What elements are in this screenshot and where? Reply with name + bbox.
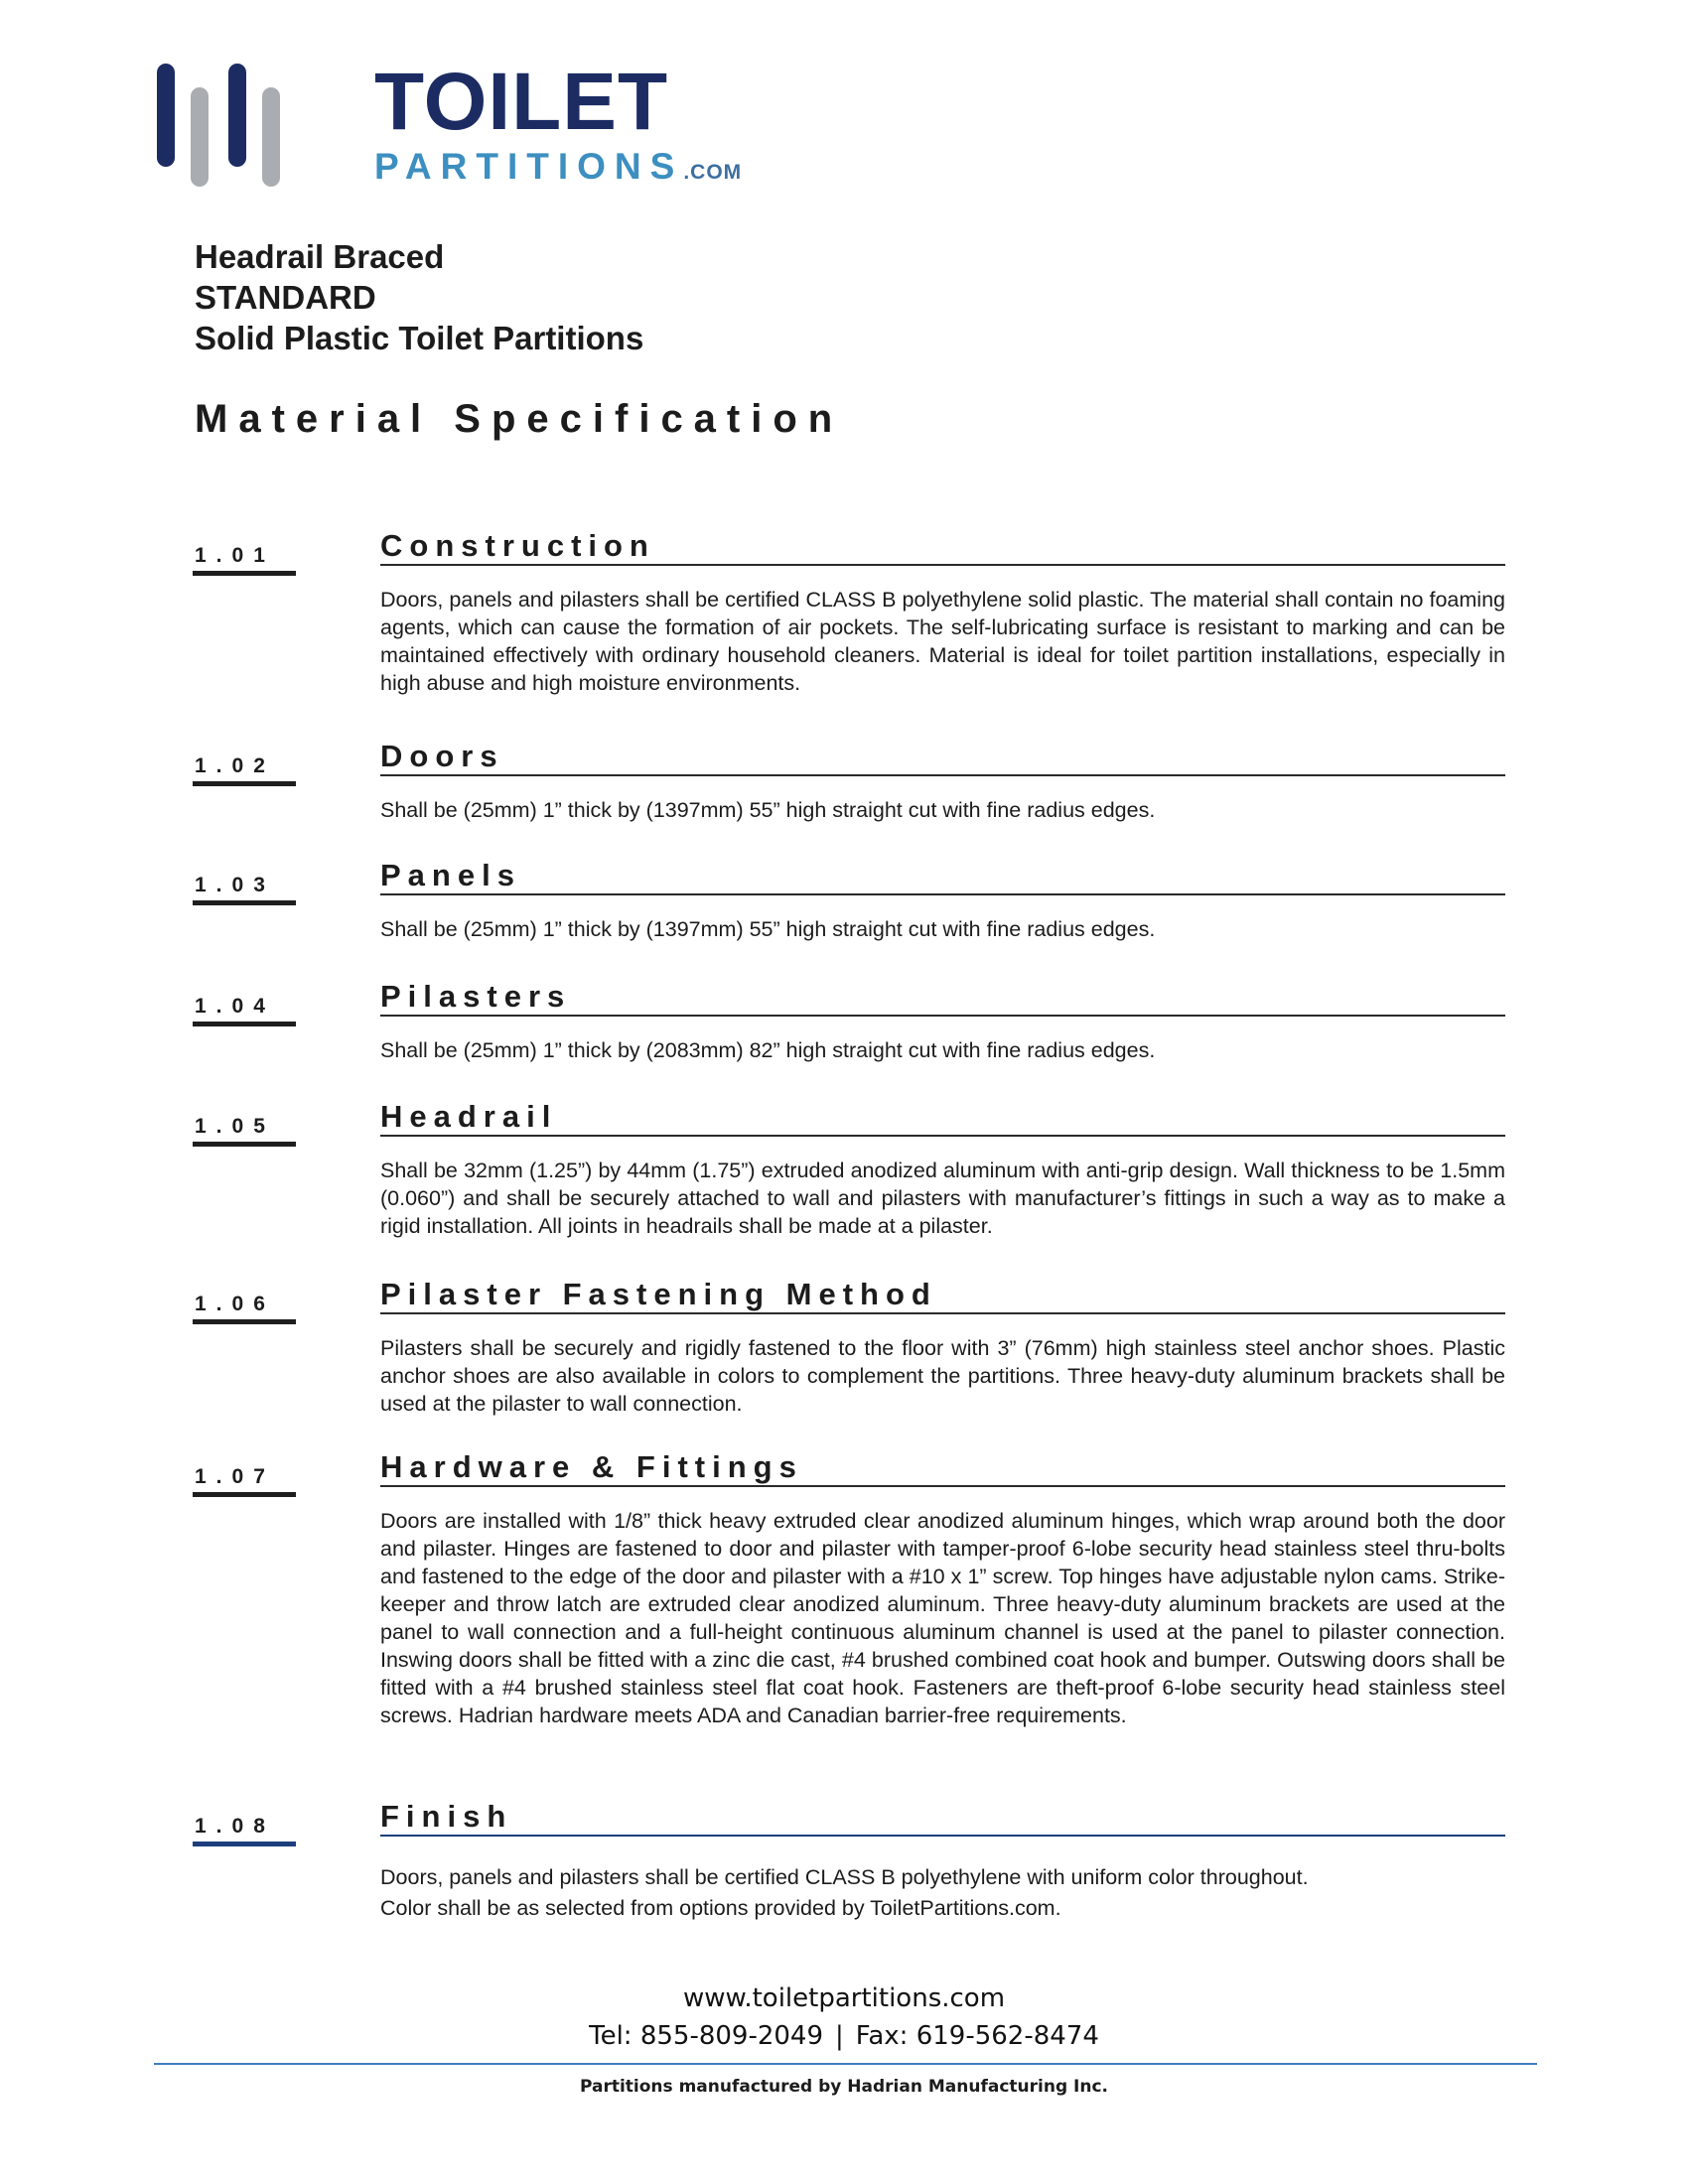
footer-website-link[interactable]: www.toiletpartitions.com bbox=[682, 1983, 1006, 2013]
section-rule bbox=[380, 893, 1505, 895]
section-title: Pilaster Fastening Method bbox=[380, 1277, 937, 1311]
footer-telephone: Tel: 855-809-2049 bbox=[589, 2021, 824, 2051]
section-title: Headrail bbox=[380, 1099, 558, 1134]
section-title: Finish bbox=[380, 1799, 513, 1834]
section-body: Shall be (25mm) 1” thick by (1397mm) 55” high straight cut with fine radius edges. bbox=[380, 798, 1156, 822]
section-number-underline bbox=[193, 1842, 296, 1846]
section-title: Panels bbox=[380, 858, 521, 892]
section-body-line-1: Doors, panels and pilasters shall be certified CLASS B polyethylene with uniform color throughout. bbox=[380, 1865, 1309, 1889]
section-body bbox=[380, 1862, 1505, 1924]
heading-line-1: Headrail Braced bbox=[195, 238, 445, 275]
section-rule bbox=[380, 1312, 1505, 1314]
logo-wordmark-partitions: PARTITIONS.COM bbox=[374, 146, 743, 187]
section-number: 1.03 bbox=[195, 874, 275, 896]
footer-rule bbox=[154, 2063, 1537, 2065]
footer-manufacturer-note: Partitions manufactured by Hadrian Manufacturing Inc. bbox=[579, 2077, 1109, 2097]
section-number: 1.04 bbox=[195, 995, 275, 1018]
section-title: Construction bbox=[380, 528, 655, 563]
section-rule bbox=[380, 1835, 1505, 1837]
footer-separator: | bbox=[835, 2021, 844, 2051]
section-body: Doors, panels and pilasters shall be certified CLASS B polyethylene solid plastic. The material shall contain no foaming agents, which can cause the formation of air pockets. The self-lubricating surface is resistant to marking and can be maintained effectively with ordinary household cleaners. Material is ideal for toilet partition installations, especially in high abuse and high moisture environments. bbox=[380, 588, 1505, 695]
section-rule bbox=[380, 774, 1505, 776]
section-number-underline bbox=[193, 1492, 296, 1497]
section-body: Pilasters shall be securely and rigidly fastened to the floor with 3” (76mm) high stainless steel anchor shoes. Plastic anchor shoes are also available in colors to complement the partitions. Three heavy-duty aluminum brackets shall be used at the pilaster to wall connection. bbox=[380, 1336, 1505, 1416]
section-number-underline bbox=[193, 781, 296, 786]
section-title: Hardware & Fittings bbox=[380, 1449, 803, 1484]
section-rule bbox=[380, 1015, 1505, 1017]
section-number-underline bbox=[193, 900, 296, 905]
heading-line-2: STANDARD bbox=[195, 279, 376, 316]
section-number-underline bbox=[193, 1022, 296, 1026]
section-number: 1.07 bbox=[195, 1465, 275, 1488]
section-body: Shall be (25mm) 1” thick by (2083mm) 82” high straight cut with fine radius edges. bbox=[380, 1038, 1156, 1062]
section-body: Shall be 32mm (1.25”) by 44mm (1.75”) extruded anodized aluminum with anti-grip design. Wall thickness to be 1.5mm (0.060”) and shall be securely attached to wall and pilasters with manufacturer’s fittings in such a way as to make a rigid installation. All joints in headrails shall be made at a pilaster. bbox=[380, 1159, 1505, 1238]
section-body: Shall be (25mm) 1” thick by (1397mm) 55” high straight cut with fine radius edges. bbox=[380, 917, 1156, 941]
section-number: 1.02 bbox=[195, 754, 275, 777]
footer-contact-line bbox=[0, 2016, 1688, 2056]
logo-wordmark-toilet: TOILET bbox=[374, 57, 669, 147]
section-number-underline bbox=[193, 1142, 296, 1147]
section-number: 1.01 bbox=[195, 544, 275, 567]
section-number-underline bbox=[193, 1319, 296, 1324]
heading-line-3: Solid Plastic Toilet Partitions bbox=[195, 320, 644, 356]
section-number-underline bbox=[193, 571, 296, 576]
section-number: 1.06 bbox=[195, 1293, 275, 1315]
section-number: 1.08 bbox=[195, 1815, 275, 1838]
brand-logo bbox=[157, 57, 753, 201]
logo-suffix: .COM bbox=[683, 161, 743, 184]
footer-fax: Fax: 619-562-8474 bbox=[855, 2021, 1099, 2051]
section-title: Doors bbox=[380, 739, 504, 773]
section-body-line-2: Color shall be as selected from options provided by ToiletPartitions.com. bbox=[380, 1896, 1061, 1920]
section-rule bbox=[380, 1485, 1505, 1487]
logo-bars-icon bbox=[157, 62, 296, 189]
document-title: Material Specification bbox=[195, 397, 844, 441]
section-rule bbox=[380, 1135, 1505, 1137]
section-number: 1.05 bbox=[195, 1115, 275, 1138]
document-heading bbox=[195, 236, 643, 358]
footer bbox=[0, 1980, 1688, 2056]
section-title: Pilasters bbox=[380, 979, 572, 1014]
section-body: Doors are installed with 1/8” thick heavy extruded clear anodized aluminum hinges, which wrap around both the door and pilaster. Hinges are fastened to door and pilaster with tamper-proof 6-lobe security head stainless steel thru-bolts and fastened to the edge of the door and pilaster with a #10 x 1” screw. Top hinges have adjustable nylon cams. Strike-keeper and throw latch are extruded clear anodized aluminum. Three heavy-duty aluminum brackets are used at the panel to wall connection and a full-height continuous aluminum channel is used at the panel to pilaster connection. Inswing doors shall be fitted with a zinc die cast, #4 brushed combined coat hook and bumper. Outswing doors shall be fitted with a #4 brushed stainless steel flat coat hook. Fasteners are theft-proof 6-lobe security head stainless steel screws. Hadrian hardware meets ADA and Canadian barrier-free requirements. bbox=[380, 1509, 1505, 1727]
section-rule bbox=[380, 564, 1505, 566]
